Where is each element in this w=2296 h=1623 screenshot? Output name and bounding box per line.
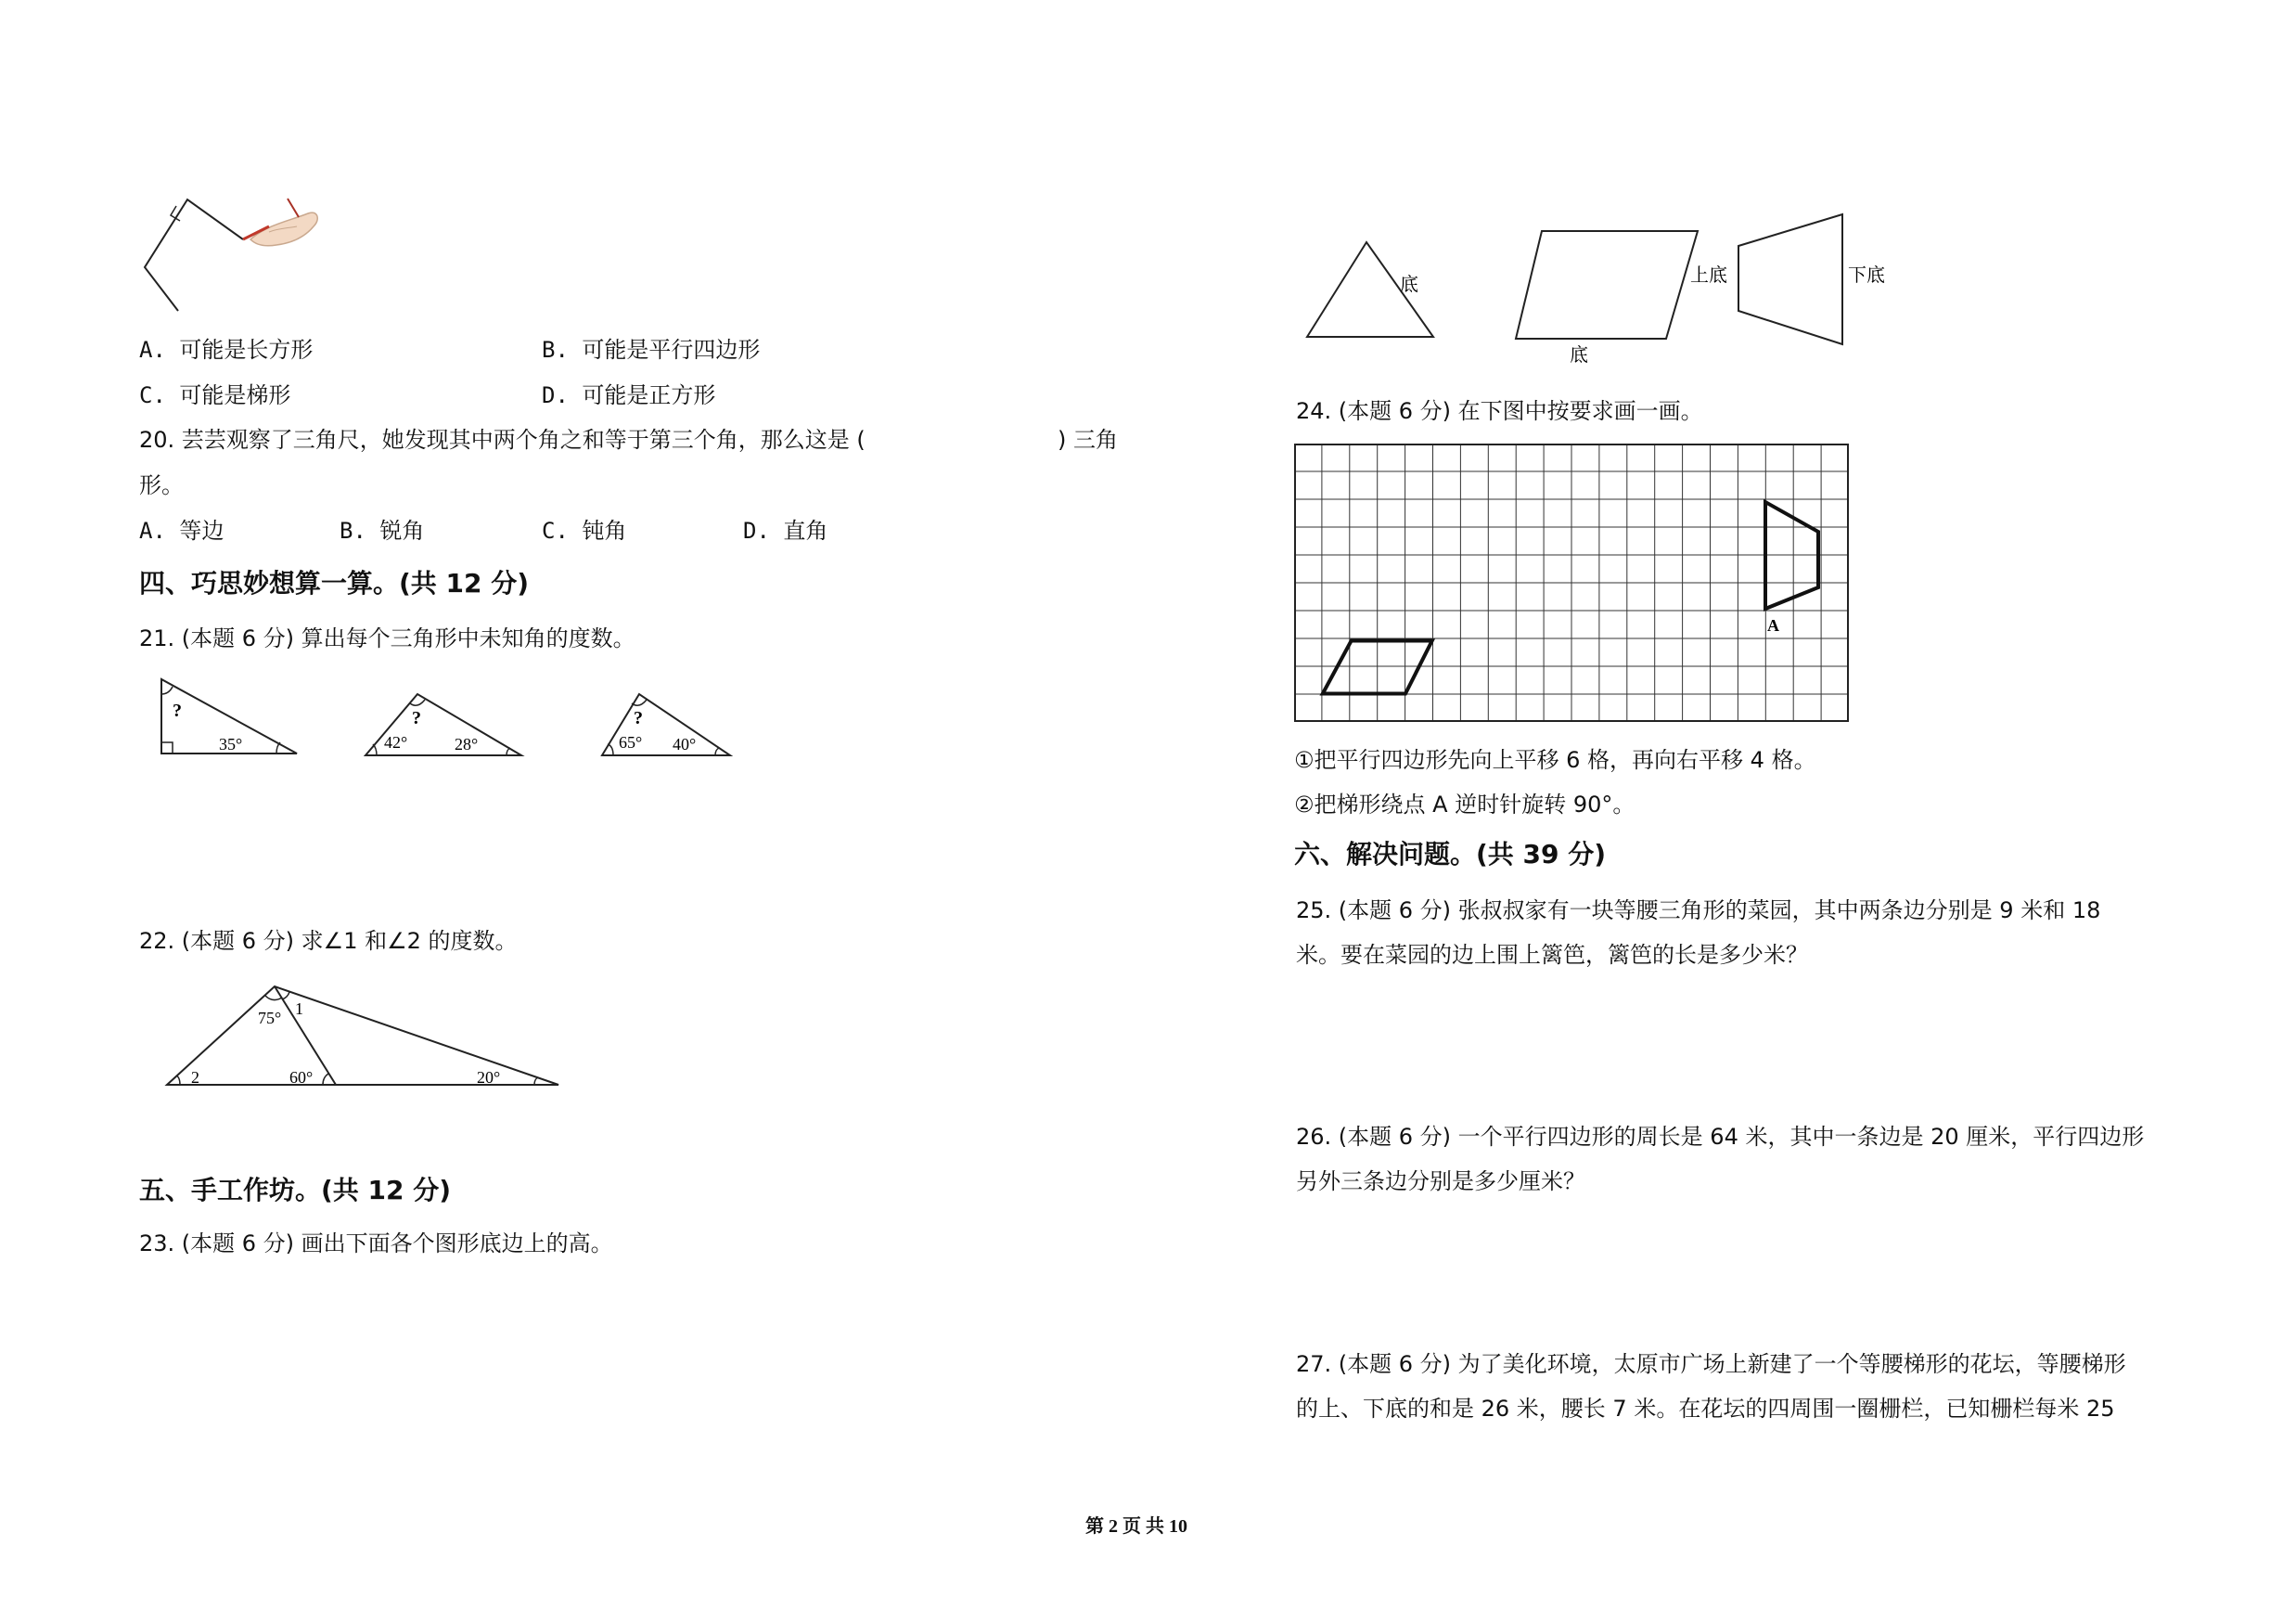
q23-triangle-figure xyxy=(1303,237,1443,343)
section-6-title: 六、解决问题。(共 39 分) xyxy=(1294,839,1607,869)
q25-question-line2: 米。要在菜园的边上围上篱笆，篱笆的长是多少米？ xyxy=(1296,942,1808,968)
triangle-3-unknown-label: ? xyxy=(634,708,643,728)
q20-question-line1-tail: ) 三角 xyxy=(1058,427,1118,453)
q22-angle-60-arc xyxy=(323,1074,328,1085)
q22-label-20: 20° xyxy=(477,1068,501,1087)
q19-drawing-figure xyxy=(139,186,325,325)
triangle-3-angle1-label: 65° xyxy=(619,733,643,752)
q20-option-d[interactable]: D. 直角 xyxy=(743,518,828,544)
q22-question: 22. (本题 6 分) 求∠1 和∠2 的度数。 xyxy=(139,928,518,954)
triangle-3-angle2-label: 40° xyxy=(673,735,697,754)
right-angle-polyline xyxy=(145,200,243,311)
q24-instruction-1: ①把平行四边形先向上平移 6 格，再向右平移 4 格。 xyxy=(1294,747,1816,773)
q24-instruction-2: ②把梯形绕点 A 逆时针旋转 90°。 xyxy=(1294,792,1635,818)
q22-angle-75-arc xyxy=(265,996,282,1000)
q19-option-a[interactable]: A. 可能是长方形 xyxy=(139,337,314,363)
q22-label-2: 2 xyxy=(191,1068,199,1087)
q21-question: 21. (本题 6 分) 算出每个三角形中未知角的度数。 xyxy=(139,625,635,651)
q24-grid-figure[interactable] xyxy=(1294,444,1851,724)
triangle-2-angle1-label: 42° xyxy=(384,733,408,752)
q27-question-line1: 27. (本题 6 分) 为了美化环境，太原市广场上新建了一个等腰梯形的花坛，等腰梯形 xyxy=(1296,1351,2126,1377)
triangle-2-angle2-label: 28° xyxy=(455,735,479,754)
q21-triangle-2 xyxy=(362,687,529,761)
q22-angle-1-arc xyxy=(282,992,289,999)
triangle-1-base-angle-arc xyxy=(276,742,280,754)
q23-question: 23. (本题 6 分) 画出下面各个图形底边上的高。 xyxy=(139,1230,613,1256)
q19-option-c[interactable]: C. 可能是梯形 xyxy=(139,382,291,408)
q22-label-60: 60° xyxy=(289,1068,314,1087)
q22-label-75: 75° xyxy=(258,1009,282,1027)
q24-point-a-label: A xyxy=(1767,616,1779,635)
q23-triangle-base-label: 底 xyxy=(1400,275,1418,295)
triangle-1-angle-label: 35° xyxy=(219,735,243,754)
q26-question-line1: 26. (本题 6 分) 一个平行四边形的周长是 64 米，其中一条边是 20 厘米，平行四边形 xyxy=(1296,1124,2145,1150)
triangle-3-right-angle-arc xyxy=(715,748,719,755)
q23-trapezoid-top-label: 上底 xyxy=(1690,265,1727,286)
q20-question-line2: 形。 xyxy=(139,472,184,498)
q26-question-line2: 另外三条边分别是多少厘米？ xyxy=(1296,1168,1585,1194)
q19-option-b[interactable]: B. 可能是平行四边形 xyxy=(542,337,761,363)
q23-trapezoid-figure xyxy=(1688,209,1902,348)
triangle-1-unknown-label: ? xyxy=(173,701,182,721)
q21-triangle-1 xyxy=(148,668,306,761)
section-4-title: 四、巧思妙想算一算。(共 12 分) xyxy=(139,568,530,599)
triangle-2-right-angle-arc xyxy=(507,748,510,755)
triangle-2-left-angle-arc xyxy=(373,744,377,755)
page-number-footer: 第 2 页 共 10 xyxy=(1085,1516,1187,1537)
q23-parallelogram-outline xyxy=(1516,231,1698,339)
triangle-1-right-angle-mark xyxy=(161,742,173,754)
q23-trapezoid-outline xyxy=(1738,214,1842,344)
q20-question-line1: 20. 芸芸观察了三角尺，她发现其中两个角之和等于第三个角，那么这是 ( xyxy=(139,427,866,453)
q22-triangle-figure xyxy=(158,979,566,1090)
q20-option-b[interactable]: B. 锐角 xyxy=(340,518,425,544)
q27-question-line2: 的上、下底的和是 26 米，腰长 7 米。在花坛的四周围一圈栅栏，已知栅栏每米 25 xyxy=(1296,1396,2115,1422)
triangle-1-top-angle-arc xyxy=(161,687,173,694)
hand-pencil-icon xyxy=(243,199,317,246)
q20-option-a[interactable]: A. 等边 xyxy=(139,518,224,544)
q25-question-line1: 25. (本题 6 分) 张叔叔家有一块等腰三角形的菜园，其中两条边分别是 9 米和 18 xyxy=(1296,897,2101,923)
triangle-2-unknown-label: ? xyxy=(412,708,421,728)
q20-option-c[interactable]: C. 钝角 xyxy=(542,518,627,544)
q24-question: 24. (本题 6 分) 在下图中按要求画一画。 xyxy=(1296,398,1703,424)
q23-parallelogram-figure xyxy=(1512,227,1716,367)
q19-option-d[interactable]: D. 可能是正方形 xyxy=(542,382,716,408)
section-5-title: 五、手工作坊。(共 12 分) xyxy=(139,1175,452,1205)
q23-parallelogram-base-label: 底 xyxy=(1570,345,1588,366)
q21-triangle-3 xyxy=(598,687,738,761)
q22-label-1: 1 xyxy=(295,999,303,1018)
q22-angle-20-arc xyxy=(534,1077,538,1085)
q23-trapezoid-bottom-label: 下底 xyxy=(1848,265,1885,286)
